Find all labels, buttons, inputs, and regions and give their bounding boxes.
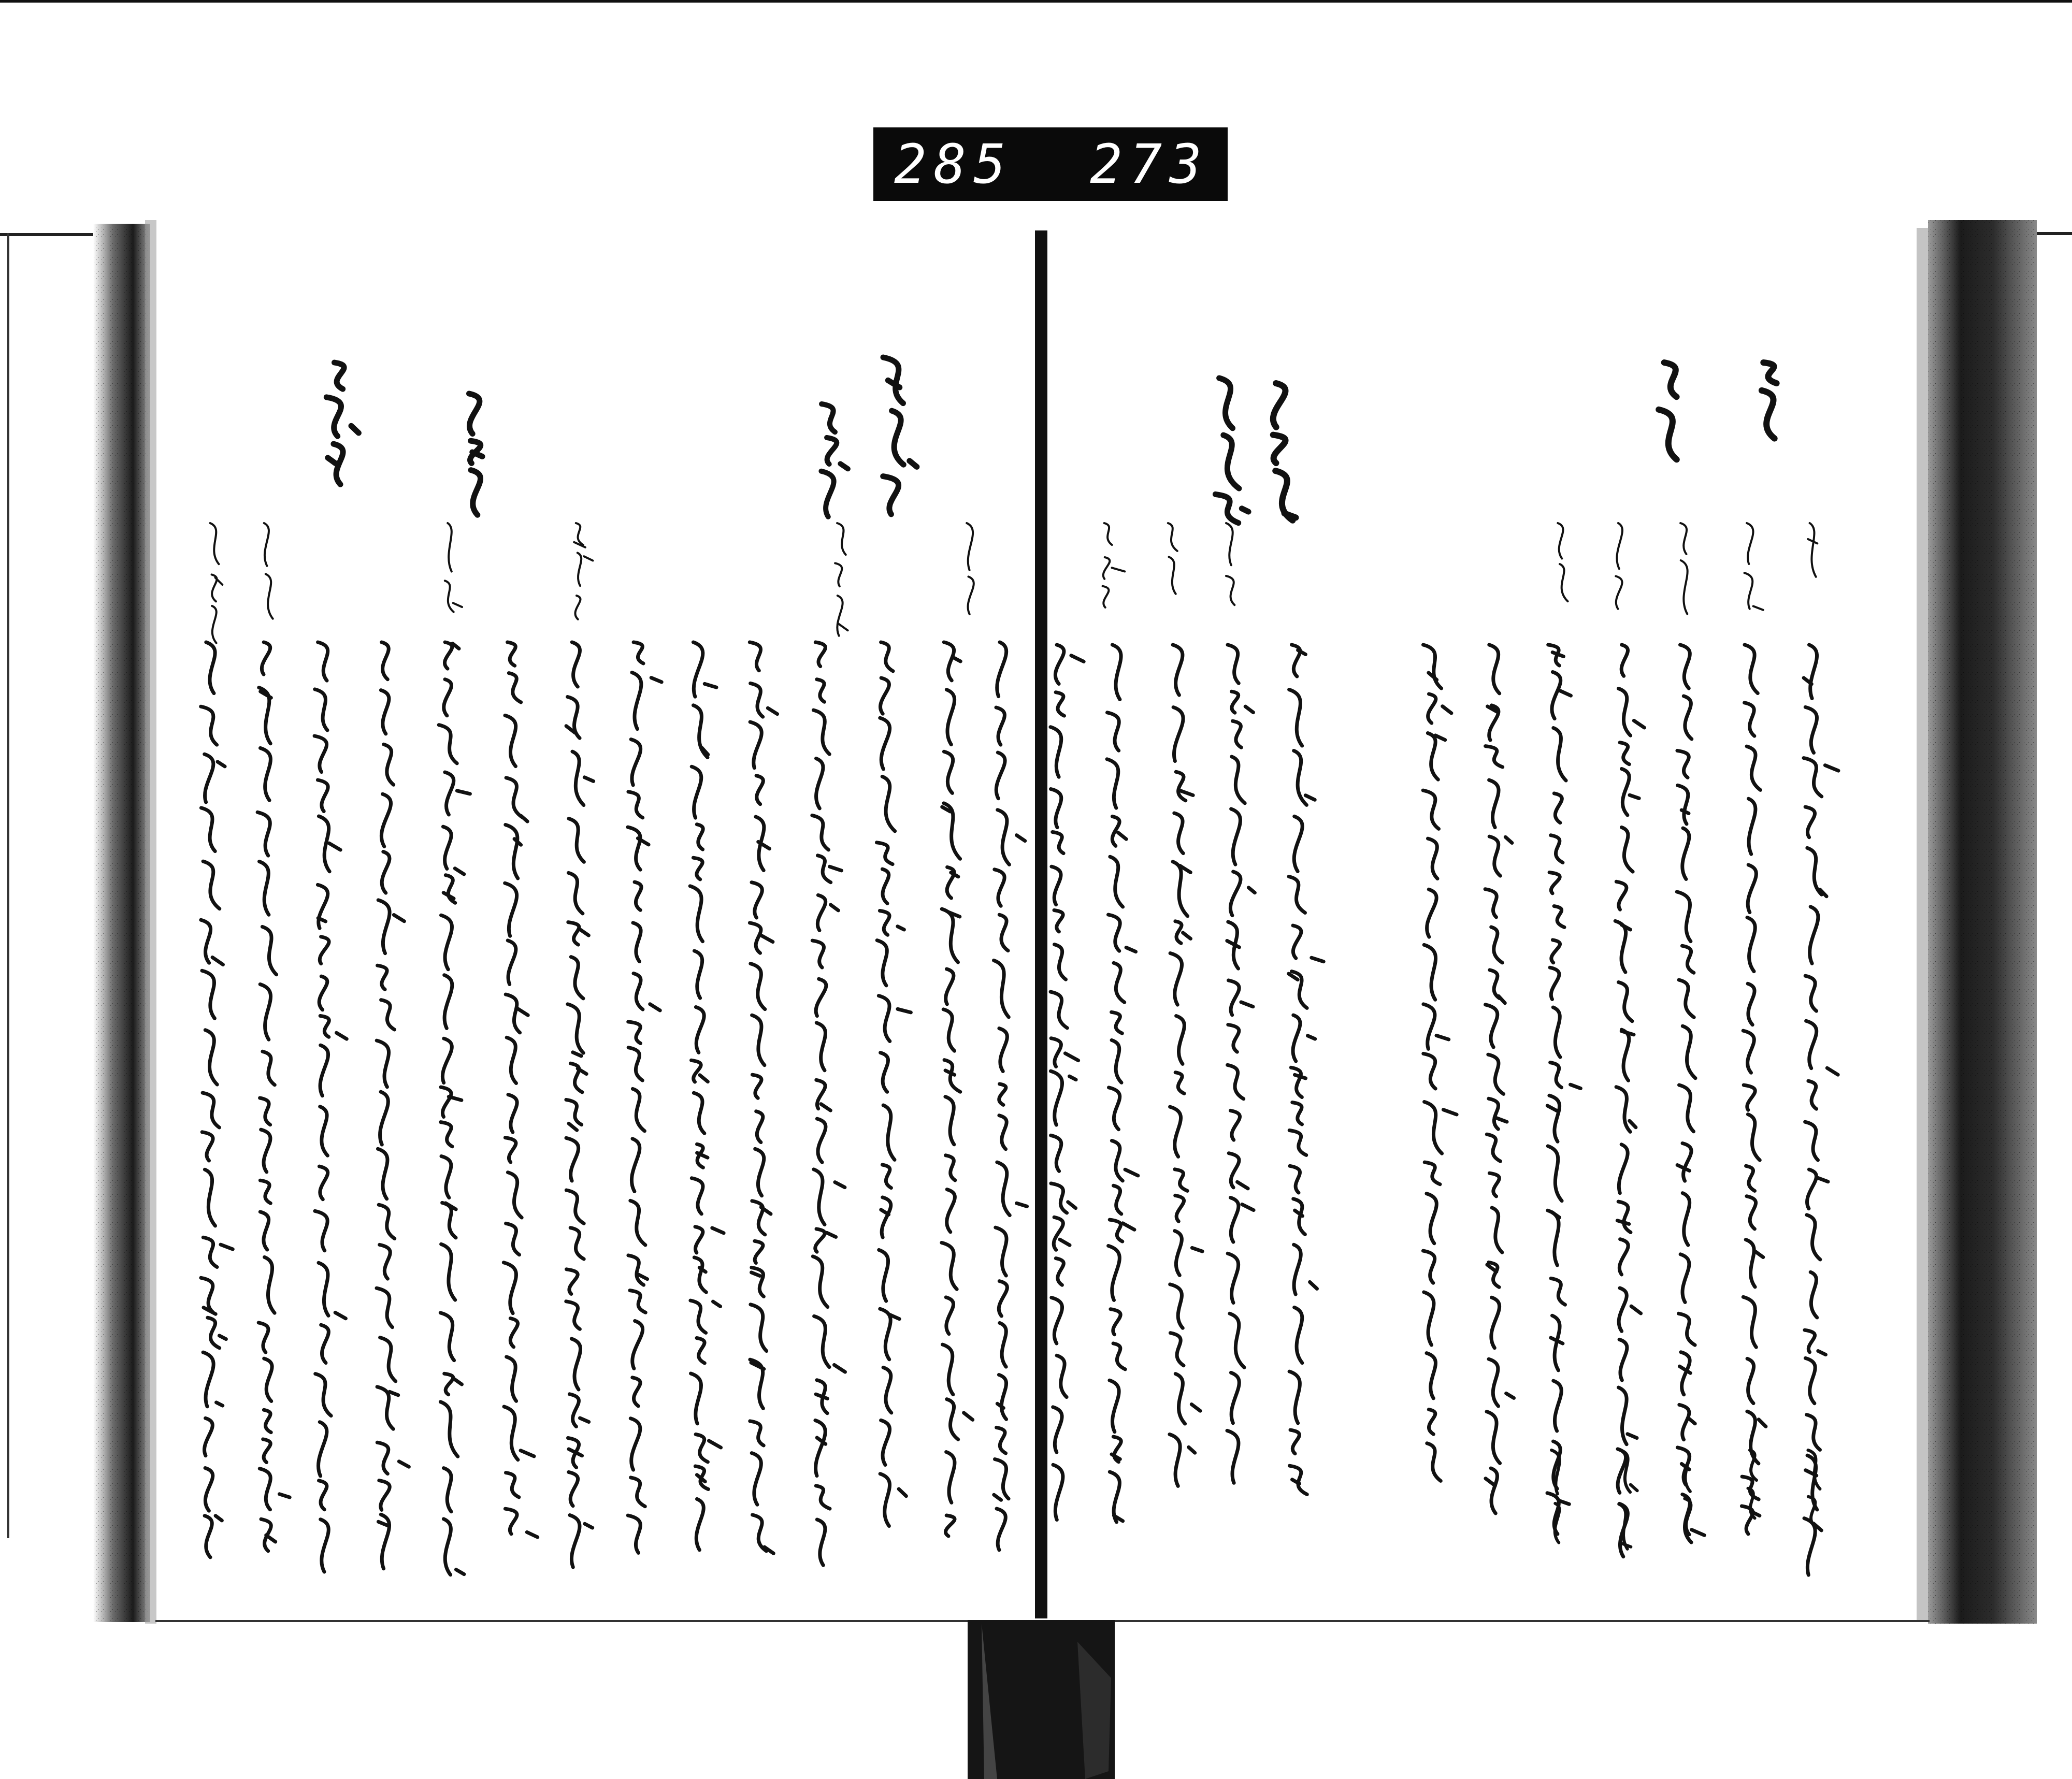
handwritten-column — [967, 523, 974, 614]
handwritten-column — [1168, 523, 1177, 594]
right-page-edges — [1917, 220, 2072, 1624]
handwritten-column — [566, 642, 594, 1567]
handwritten-column — [942, 642, 973, 1536]
handwritten-column — [264, 523, 273, 619]
handwritten-column — [1558, 523, 1567, 601]
handwritten-column — [210, 523, 223, 643]
frame-number-right: 273 — [1090, 133, 1209, 196]
scan-left-rule — [0, 233, 98, 236]
left-page-edges — [93, 220, 156, 1624]
handwritten-column — [1616, 523, 1622, 609]
handwritten-column — [821, 404, 848, 517]
handwritten-column — [1103, 523, 1125, 608]
handwritten-column — [326, 363, 358, 484]
handwritten-column — [1226, 523, 1234, 605]
handwritten-column — [1289, 645, 1324, 1495]
handwritten-column — [257, 642, 290, 1551]
cursive-script-columns — [201, 357, 1838, 1575]
right-page-bottom-edge — [1049, 1620, 1930, 1622]
handwritten-column — [1170, 645, 1202, 1486]
handwritten-column — [1745, 523, 1763, 610]
handwritten-column — [835, 523, 847, 636]
handwritten-column — [750, 642, 777, 1553]
handwritten-column — [628, 642, 661, 1553]
handwritten-column — [574, 523, 593, 619]
handwritten-column — [1762, 363, 1777, 439]
left-page-bottom-edge — [155, 1620, 1031, 1622]
handwritten-column — [1547, 645, 1580, 1534]
handwritten-column — [1804, 645, 1838, 1575]
frame-number-left: 285 — [894, 133, 1013, 196]
handwritten-column — [314, 642, 347, 1572]
handwritten-column — [1273, 383, 1296, 520]
handwritten-column — [883, 357, 917, 514]
scan-left-rule-vertical — [7, 233, 9, 1538]
handwritten-column — [1215, 378, 1248, 523]
handwritten-column — [1808, 523, 1817, 577]
handwritten-column — [1423, 645, 1457, 1481]
handwritten-column — [1742, 645, 1766, 1534]
handwritten-column — [994, 642, 1027, 1550]
handwritten-column — [1227, 645, 1255, 1483]
handwritten-column — [1107, 645, 1138, 1522]
handwritten-column — [445, 523, 462, 612]
handwritten-column — [1485, 645, 1514, 1513]
handwritten-column — [439, 642, 470, 1575]
book-spine-gutter — [968, 230, 1115, 1779]
handwritten-column — [812, 642, 845, 1565]
frame-counter-label — [873, 127, 1228, 201]
handwritten-column — [1659, 363, 1677, 459]
handwritten-column — [1051, 645, 1084, 1520]
handwritten-column — [1685, 1450, 1691, 1535]
scan-top-edge — [0, 0, 2072, 3]
handwritten-column — [690, 642, 724, 1550]
handwritten-column — [503, 642, 537, 1537]
handwritten-column — [201, 642, 233, 1557]
handwritten-column — [1680, 523, 1688, 614]
handwritten-column — [1615, 645, 1644, 1557]
handwritten-column — [1677, 645, 1704, 1542]
handwritten-column — [877, 642, 911, 1526]
handwritten-column — [377, 642, 409, 1569]
handwritten-column — [469, 394, 483, 515]
